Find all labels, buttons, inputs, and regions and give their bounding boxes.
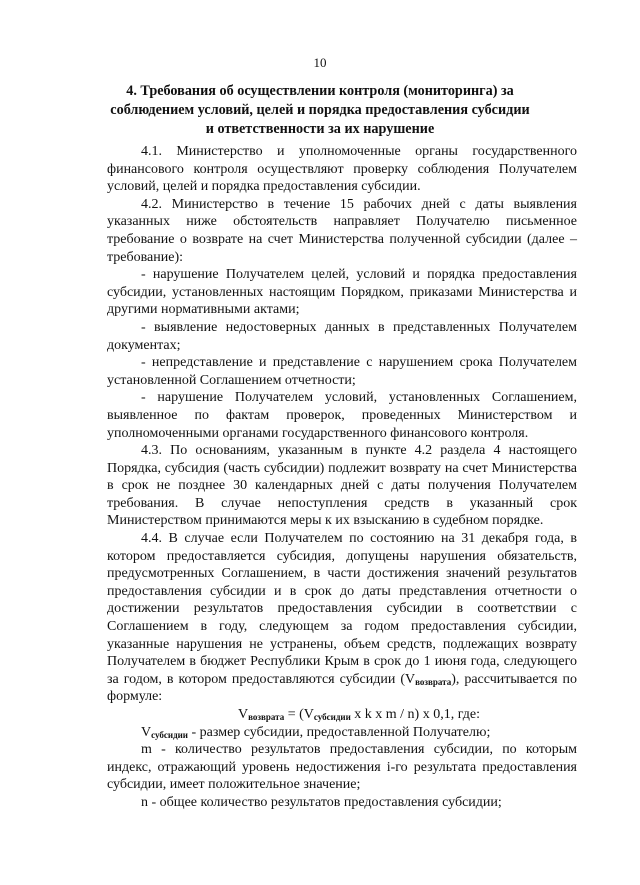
paragraph-4-4-tail: ), рассчитывается по формуле: [107, 671, 577, 705]
formula [107, 706, 577, 724]
definition-v-subsidy [107, 724, 577, 742]
formula-sub-return: возврата [248, 712, 285, 722]
document-body [107, 143, 577, 812]
definition-m: m - количество результатов предоставления субсидии, по которым индекс, отражающий уровень недостижения i-го результата предоставления субсидии, имеет положительное значение; [107, 742, 577, 793]
heading-line-1: 4. Требования об осуществлении контроля (мониторинга) за [126, 83, 514, 99]
paragraph-4-4 [107, 530, 577, 706]
list-item-inspection: - нарушение Получателем условий, установленных Соглашением, выявленное по фактам проверок, проведенных Министерством и уполномоченными органами государственного финансового контроля. [107, 390, 577, 441]
formula-v: V [238, 707, 249, 722]
definition-v-text: - размер субсидии, предоставленной Получателю; [188, 724, 491, 740]
formula-sub-subsidy: субсидии [313, 712, 351, 722]
formula-middle: = (V [284, 707, 314, 722]
definition-v: V [141, 724, 152, 740]
paragraph-4-1: 4.1. Министерство и уполномоченные органы государственного финансового контроля осуществляют проверку соблюдения Получателем условий, целей и порядка предоставления субсидии. [107, 144, 577, 195]
definition-v-subscript: субсидии [151, 729, 188, 740]
paragraph-4-4-main: 4.4. В случае если Получателем по состоянию на 31 декабря года, в котором предоставляется субсидия, допущены нарушения обязательств, предусмотренных Соглашением, в части достижения значений результатов предоставления субсидии и в срок до даты представления отчетности о достижении результатов предоставления субсидии в соответствии с Соглашением в году, следующем за годом предоставления субсидии, указанные нарушения не устранены, объем средств, подлежащих возврату Получателем в бюджет Республики Крым в срок до 1 июня года, следующего за годом, в котором предоставляются субсидии (V [107, 531, 577, 687]
heading-line-3: и ответственности за их нарушение [205, 121, 435, 137]
paragraph-4-4-subscript: возврата [415, 676, 452, 687]
list-item-violation: - нарушение Получателем целей, условий и порядка предоставления субсидии, установленных настоящим Порядком, приказами Министерства и другими нормативными актами; [107, 267, 577, 318]
page-number: 10 [313, 55, 327, 70]
heading-line-2: соблюдением условий, целей и порядка предоставления субсидии [110, 102, 530, 118]
list-item-false-data: - выявление недостоверных данных в представленных Получателем документах; [107, 319, 577, 353]
paragraph-4-2: 4.2. Министерство в течение 15 рабочих дней с даты выявления указанных ниже обстоятельств направляет Получателю письменное требование о возврате на счет Министерства полученной субсидии (далее – требование): [107, 196, 577, 265]
formula-tail: x k x m / n) x 0,1, где: [350, 707, 480, 722]
list-item-reporting: - непредставление и представление с нарушением срока Получателем установленной Соглашением отчетности; [107, 355, 577, 388]
section-heading [110, 82, 530, 139]
paragraph-4-3: 4.3. По основаниям, указанным в пункте 4.2 раздела 4 настоящего Порядка, субсидия (часть субсидии) подлежит возврату на счет Министерства в срок не позднее 30 календарных дней с даты получения Получателем требования. В случае непоступления средств в указанный срок Министерством принимаются меры к их взысканию в судебном порядке. [107, 443, 577, 529]
definition-n: n - общее количество результатов предоставления субсидии; [141, 794, 502, 810]
